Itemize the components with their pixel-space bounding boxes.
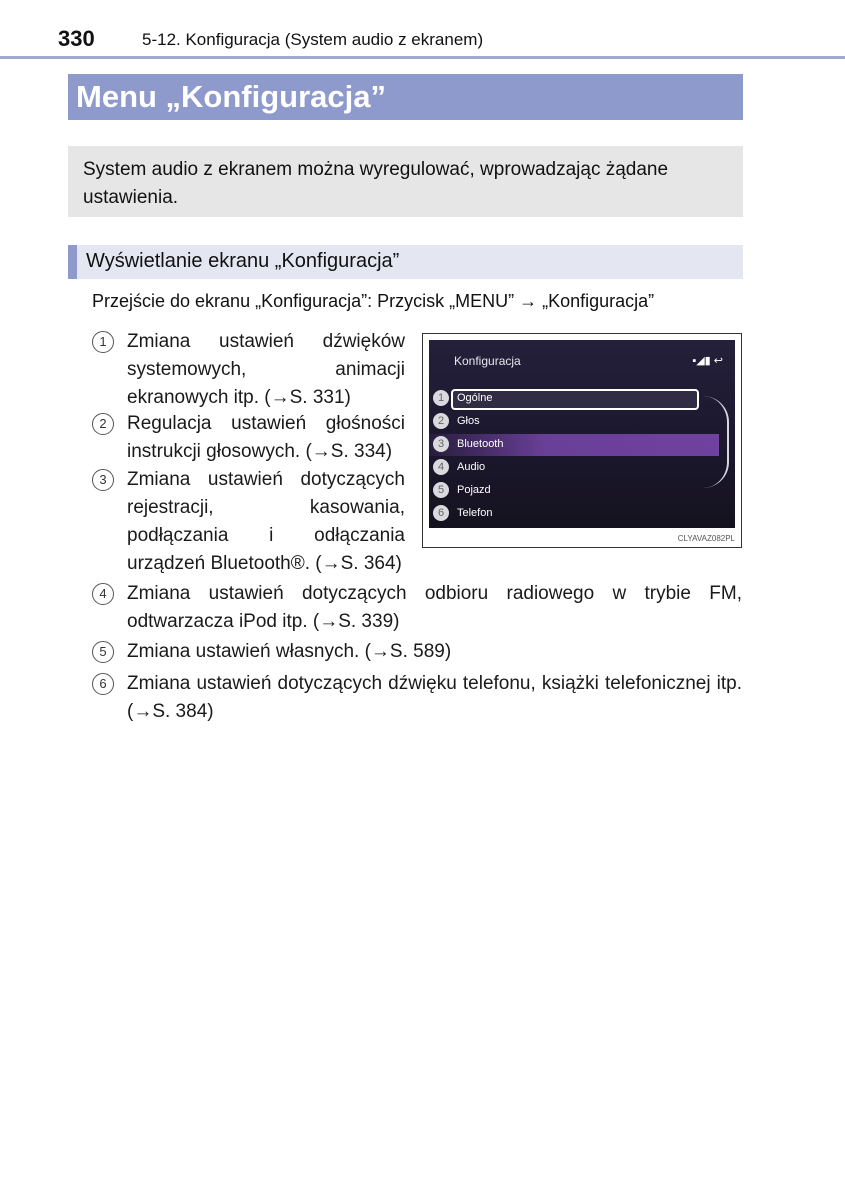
image-code: CLYAVAZ082PL (677, 534, 735, 543)
item-number: 2 (92, 413, 114, 435)
header-rule (0, 56, 845, 59)
screen-menu-item (429, 457, 719, 479)
callout-number: 3 (433, 436, 449, 452)
page-number: 330 (58, 26, 95, 51)
menu-item-label: Telefon (457, 507, 493, 519)
intro-box (68, 146, 743, 217)
item-number: 3 (92, 469, 114, 491)
screen-menu-item (429, 434, 719, 456)
intro-text: System audio z ekranem można wyregulować, wprowadzając żądane ustawienia. (83, 159, 669, 208)
callout-number: 4 (433, 459, 449, 475)
callout-number: 1 (433, 390, 449, 406)
item-text: Zmiana ustawień dotyczących rejestracji, kasowania, podłączania i odłączania urządzeń Bluetooth®. (→S. 364) (127, 469, 405, 574)
scroll-arc-icon (703, 396, 729, 488)
callout-number: 2 (433, 413, 449, 429)
item-text: Regulacja ustawień głośności instrukcji głosowych. (→S. 334) (127, 413, 405, 462)
item-number: 5 (92, 641, 114, 663)
item-number: 1 (92, 331, 114, 353)
subsection-title: Wyświetlanie ekranu „Konfiguracja” (86, 250, 400, 272)
menu-item-label: Bluetooth (457, 438, 504, 450)
screen-menu-item (429, 411, 719, 433)
item-text: Zmiana ustawień dotyczących odbioru radiowego w trybie FM, odtwarzacza iPod itp. (→S. 339) (127, 583, 742, 632)
status-icons: ▪◢▮ ↩ (692, 355, 723, 367)
menu-item-label: Audio (457, 461, 486, 473)
callout-number: 5 (433, 482, 449, 498)
screen-menu-item (429, 503, 719, 525)
callout-number: 6 (433, 505, 449, 521)
item-number: 6 (92, 673, 114, 695)
section-title-bar (68, 74, 743, 120)
page-header (0, 22, 845, 58)
chapter-title: 5-12. Konfiguracja (System audio z ekranem) (142, 30, 484, 49)
menu-item-label: Ogólne (457, 392, 493, 404)
item-number: 4 (92, 583, 114, 605)
item-text: Zmiana ustawień dźwięków systemowych, animacji ekranowych itp. (→S. 331) (127, 331, 405, 408)
screen-title: Konfiguracja (454, 354, 521, 368)
section-title: Menu „Konfiguracja” (76, 79, 387, 114)
menu-item-label: Pojazd (457, 484, 491, 496)
screen-menu-item (429, 388, 719, 410)
menu-path: Przejście do ekranu „Konfiguracja”: Przycisk „MENU” → „Konfiguracja” (92, 291, 655, 311)
screen-menu-item (429, 480, 719, 502)
screen-illustration (422, 333, 742, 548)
display-screen (429, 340, 735, 528)
item-text: Zmiana ustawień dotyczących dźwięku telefonu, książki telefonicznej itp. (→S. 384) (127, 673, 742, 722)
subsection-heading (68, 245, 743, 279)
item-text: Zmiana ustawień własnych. (→S. 589) (127, 641, 452, 662)
menu-item-label: Głos (457, 415, 480, 427)
